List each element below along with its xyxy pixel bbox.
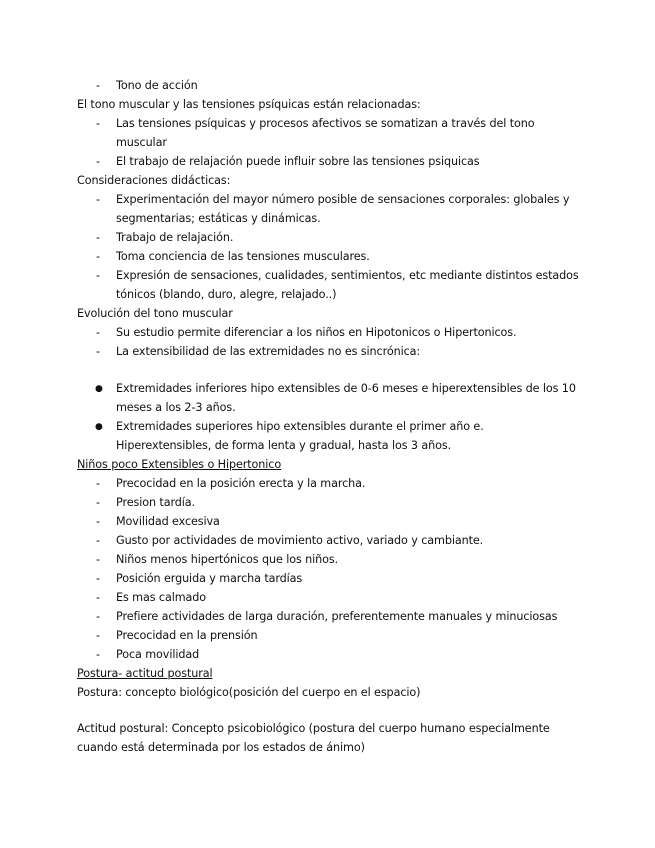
item-text: Niños menos hipertónicos que los niños. xyxy=(116,553,339,566)
dash-bullet: - xyxy=(96,629,100,642)
item-text: Precocidad en la prensión xyxy=(116,629,258,642)
item-continuation: tónicos (blando, duro, alegre, relajado..) xyxy=(116,288,337,301)
item-text: Posición erguida y marcha tardías xyxy=(116,572,303,585)
item-text: Es mas calmado xyxy=(116,591,207,604)
dash-bullet: - xyxy=(96,572,100,585)
dash-bullet: - xyxy=(96,231,100,244)
dash-bullet: - xyxy=(96,193,100,206)
item-continuation: Hiperextensibles, de forma lenta y gradual, hasta los 3 años. xyxy=(116,439,452,452)
item-text: Precocidad en la posición erecta y la marcha. xyxy=(116,477,366,490)
item-text: Experimentación del mayor número posible de sensaciones corporales: globales y xyxy=(116,193,570,206)
item-text: Extremidades inferiores hipo extensibles de 0-6 meses e hiperextensibles de los 10 xyxy=(116,382,576,395)
dash-bullet: - xyxy=(96,477,100,490)
dash-bullet: - xyxy=(96,515,100,528)
item-text: Trabajo de relajación. xyxy=(116,231,234,244)
dash-bullet: - xyxy=(96,269,100,282)
dash-bullet: - xyxy=(96,610,100,623)
item-text: Prefiere actividades de larga duración, preferentemente manuales y minuciosas xyxy=(116,610,558,623)
item-text: Las tensiones psíquicas y procesos afectivos se somatizan a través del tono xyxy=(116,117,535,130)
dash-bullet: - xyxy=(96,534,100,547)
dash-bullet: - xyxy=(96,496,100,509)
item-text: Presion tardía. xyxy=(116,496,195,509)
bullet-dot-icon: ● xyxy=(95,384,103,394)
underlined-heading: Postura- actitud postural xyxy=(77,667,213,680)
paragraph: Postura: concepto biológico(posición del cuerpo en el espacio) xyxy=(77,686,421,699)
item-text: Expresión de sensaciones, cualidades, sentimientos, etc mediante distintos estados xyxy=(116,269,579,282)
item-text: Tono de acción xyxy=(116,79,198,92)
dash-bullet: - xyxy=(96,117,100,130)
item-text: Toma conciencia de las tensiones musculares. xyxy=(116,250,370,263)
item-continuation: segmentarias; estáticas y dinámicas. xyxy=(116,212,321,225)
item-continuation: muscular xyxy=(116,136,167,149)
bullet-dot-icon: ● xyxy=(95,422,103,432)
item-continuation: meses a los 2-3 años. xyxy=(116,401,236,414)
dash-bullet: - xyxy=(96,250,100,263)
item-text: El trabajo de relajación puede influir sobre las tensiones psiquicas xyxy=(116,155,480,168)
item-text: Poca movilidad xyxy=(116,648,200,661)
item-text: Movilidad excesiva xyxy=(116,515,220,528)
dash-bullet: - xyxy=(96,591,100,604)
dash-bullet: - xyxy=(96,326,100,339)
paragraph: El tono muscular y las tensiones psíquicas están relacionadas: xyxy=(77,98,421,111)
dash-bullet: - xyxy=(96,648,100,661)
paragraph: cuando está determinada por los estados de ánimo) xyxy=(77,741,365,754)
dash-bullet: - xyxy=(96,79,100,92)
section-heading: Evolución del tono muscular xyxy=(77,307,233,320)
item-text: Gusto por actividades de movimiento activo, variado y cambiante. xyxy=(116,534,484,547)
dash-bullet: - xyxy=(96,553,100,566)
item-text: La extensibilidad de las extremidades no es sincrónica: xyxy=(116,345,421,358)
dash-bullet: - xyxy=(96,155,100,168)
dash-bullet: - xyxy=(96,345,100,358)
item-text: Extremidades superiores hipo extensibles durante el primer año e. xyxy=(116,420,484,433)
section-heading: Consideraciones didácticas: xyxy=(77,174,231,187)
underlined-heading: Niños poco Extensibles o Hipertonico xyxy=(77,458,282,471)
item-text: Su estudio permite diferenciar a los niños en Hipotonicos o Hipertonicos. xyxy=(116,326,517,339)
paragraph: Actitud postural: Concepto psicobiológico (postura del cuerpo humano especialmente xyxy=(77,722,550,735)
